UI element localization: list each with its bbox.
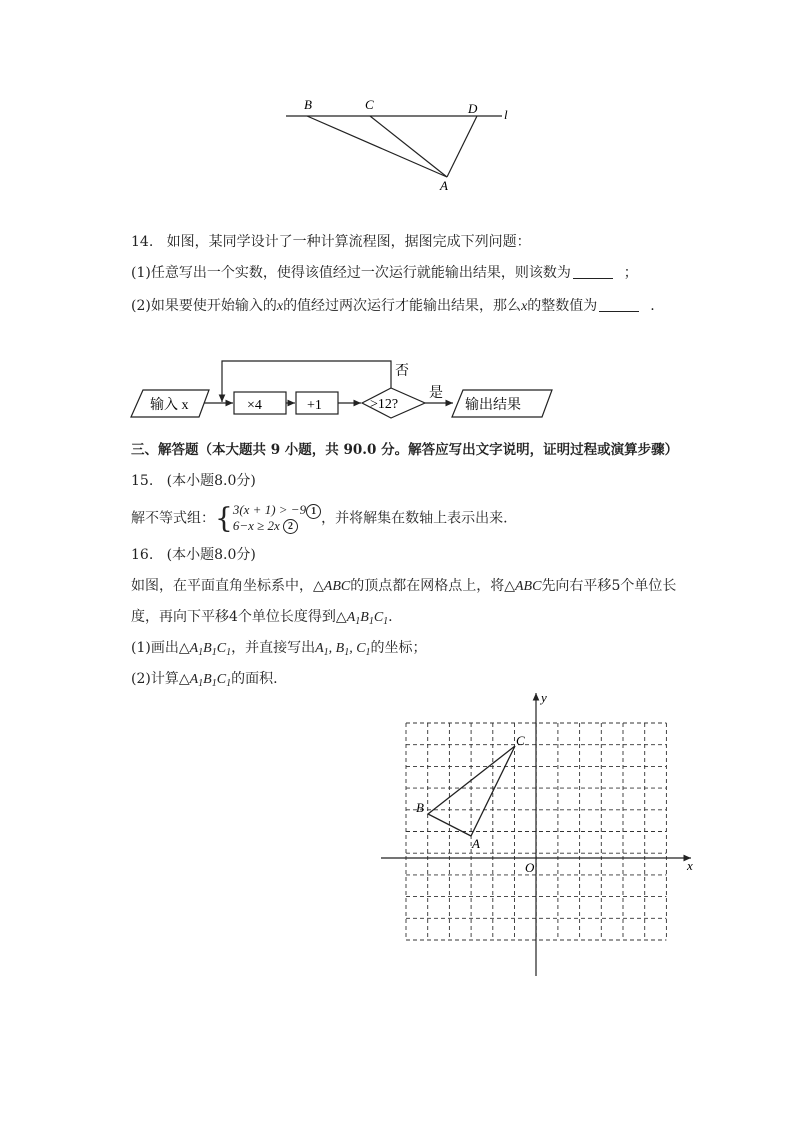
times4-label: ×4 xyxy=(247,398,262,413)
condition-label: >12? xyxy=(370,397,399,412)
label-D: D xyxy=(468,101,478,116)
inequality-1-text: 3(x + 1) > −9 xyxy=(232,502,307,517)
inequality-2 xyxy=(233,518,298,533)
q16-l2-c: 个单位长度得到 xyxy=(237,609,336,625)
yes-label: 是 xyxy=(429,386,443,401)
q15-header xyxy=(131,471,256,491)
answer-blank-2[interactable] xyxy=(599,297,639,312)
q15-score: (本小题8.0分) xyxy=(166,473,256,489)
label-B: B xyxy=(304,97,312,112)
q15-lead: 解不等式组： xyxy=(131,510,215,527)
inequality-1 xyxy=(233,502,321,517)
var-x: x xyxy=(276,299,284,314)
q14-number: 14. xyxy=(131,234,154,250)
output-label: 输出结果 xyxy=(465,398,521,413)
segment-DA xyxy=(447,116,477,177)
q16-header xyxy=(131,545,256,565)
flowchart-diagram xyxy=(125,355,560,425)
system-brace: { xyxy=(215,501,233,535)
q16-l1-e: 先向右平移 xyxy=(541,578,612,594)
answer-blank-1[interactable] xyxy=(573,264,613,279)
q14-part2 xyxy=(131,296,655,317)
q16-number: 16. xyxy=(131,547,154,563)
axis-label-y: y xyxy=(541,690,547,705)
triangle-A1B1C1: $\triangle A_1B_1C_1$ xyxy=(178,641,232,658)
q14-stem xyxy=(131,232,531,252)
q16-l1-c: 的顶点都在网格点上，将 xyxy=(350,578,505,594)
label-A: A xyxy=(440,178,448,193)
segment-CA xyxy=(370,116,447,177)
q16-p2-a: (2)计算 xyxy=(131,671,179,687)
q16-p1-c: 的坐标； xyxy=(370,640,427,656)
q14-stem-text: 如图，某同学设计了一种计算流程图，据图完成下列问题： xyxy=(166,234,531,250)
q16-p2-b: 的面积. xyxy=(231,671,278,687)
points-A1-B1-C1: $A_1$, $B_1$, $C_1$ xyxy=(315,641,371,658)
point-label-B: B xyxy=(416,800,424,815)
label-l: l xyxy=(504,107,508,122)
q16-l1-g: 个单位长 xyxy=(620,578,677,594)
inequality-2-text: 6−x ≥ 2x xyxy=(232,517,280,533)
q16-p1-a: (1)画出 xyxy=(131,640,179,656)
var-x: x xyxy=(521,299,528,314)
q16-l1-f: 5 xyxy=(611,578,621,594)
q14-part2-mid: 的值经过两次运行才能输出结果，那么 xyxy=(283,298,522,314)
q16-line1 xyxy=(131,576,676,597)
triangle-A1B1C1: $\triangle A_1B_1C_1$ xyxy=(178,672,232,689)
point-label-A: A xyxy=(472,836,480,851)
segment-BA xyxy=(307,116,447,177)
q15-number: 15. xyxy=(131,473,154,489)
q16-p1-b: ，并直接写出 xyxy=(231,640,316,656)
q14-part2-end: . xyxy=(650,298,655,314)
q16-part2 xyxy=(131,669,278,694)
q14-part1-end: ； xyxy=(623,265,638,281)
triangle-A1B1C1: $\triangle A_1B_1C_1$ xyxy=(335,610,389,627)
q15-tail: ，并将解集在数轴上表示出来. xyxy=(321,510,508,527)
mark-1: 1 xyxy=(306,504,321,519)
q16-line2: 度，再向下平移4个单位长度得到$\triangle A_1B_1C_1$. xyxy=(131,609,393,627)
plus1-label: +1 xyxy=(307,398,322,413)
point-label-C: C xyxy=(516,733,525,748)
no-label: 否 xyxy=(395,364,409,379)
q16-score: (本小题8.0分) xyxy=(166,547,256,563)
q16-l2-a: 度，再向下平移 xyxy=(131,609,229,625)
label-C: C xyxy=(365,97,374,112)
q14-part1-text: (1)任意写出一个实数，使得该值经过一次运行就能输出结果，则该数为 xyxy=(131,265,571,281)
q16-part1 xyxy=(131,638,427,663)
q14-part2-prefix: (2)如果要使开始输入的 xyxy=(131,298,277,314)
q16-l1-a: 如图，在平面直角坐标系中， xyxy=(131,578,313,594)
triangle-ABC: △ABC xyxy=(504,579,542,594)
origin-label: O xyxy=(525,860,535,875)
coordinate-grid-diagram xyxy=(375,690,705,985)
q14-part2-suffix: 的整数值为 xyxy=(527,298,598,314)
section-3-title: 三、解答题（本大题共 9 小题，共 90.0 分。解答应写出文字说明，证明过程或演算步骤） xyxy=(131,442,679,458)
q16-l2-b: 4 xyxy=(229,609,238,625)
q14-part1 xyxy=(131,263,638,283)
q15-body xyxy=(131,503,508,534)
inequality-system xyxy=(233,503,321,534)
mark-2: 2 xyxy=(283,519,298,534)
triangle-ABC: △ABC xyxy=(313,579,351,594)
figure-13-diagram xyxy=(280,95,520,195)
axis-label-x: x xyxy=(687,858,693,873)
input-label: 输入 x xyxy=(150,398,189,413)
